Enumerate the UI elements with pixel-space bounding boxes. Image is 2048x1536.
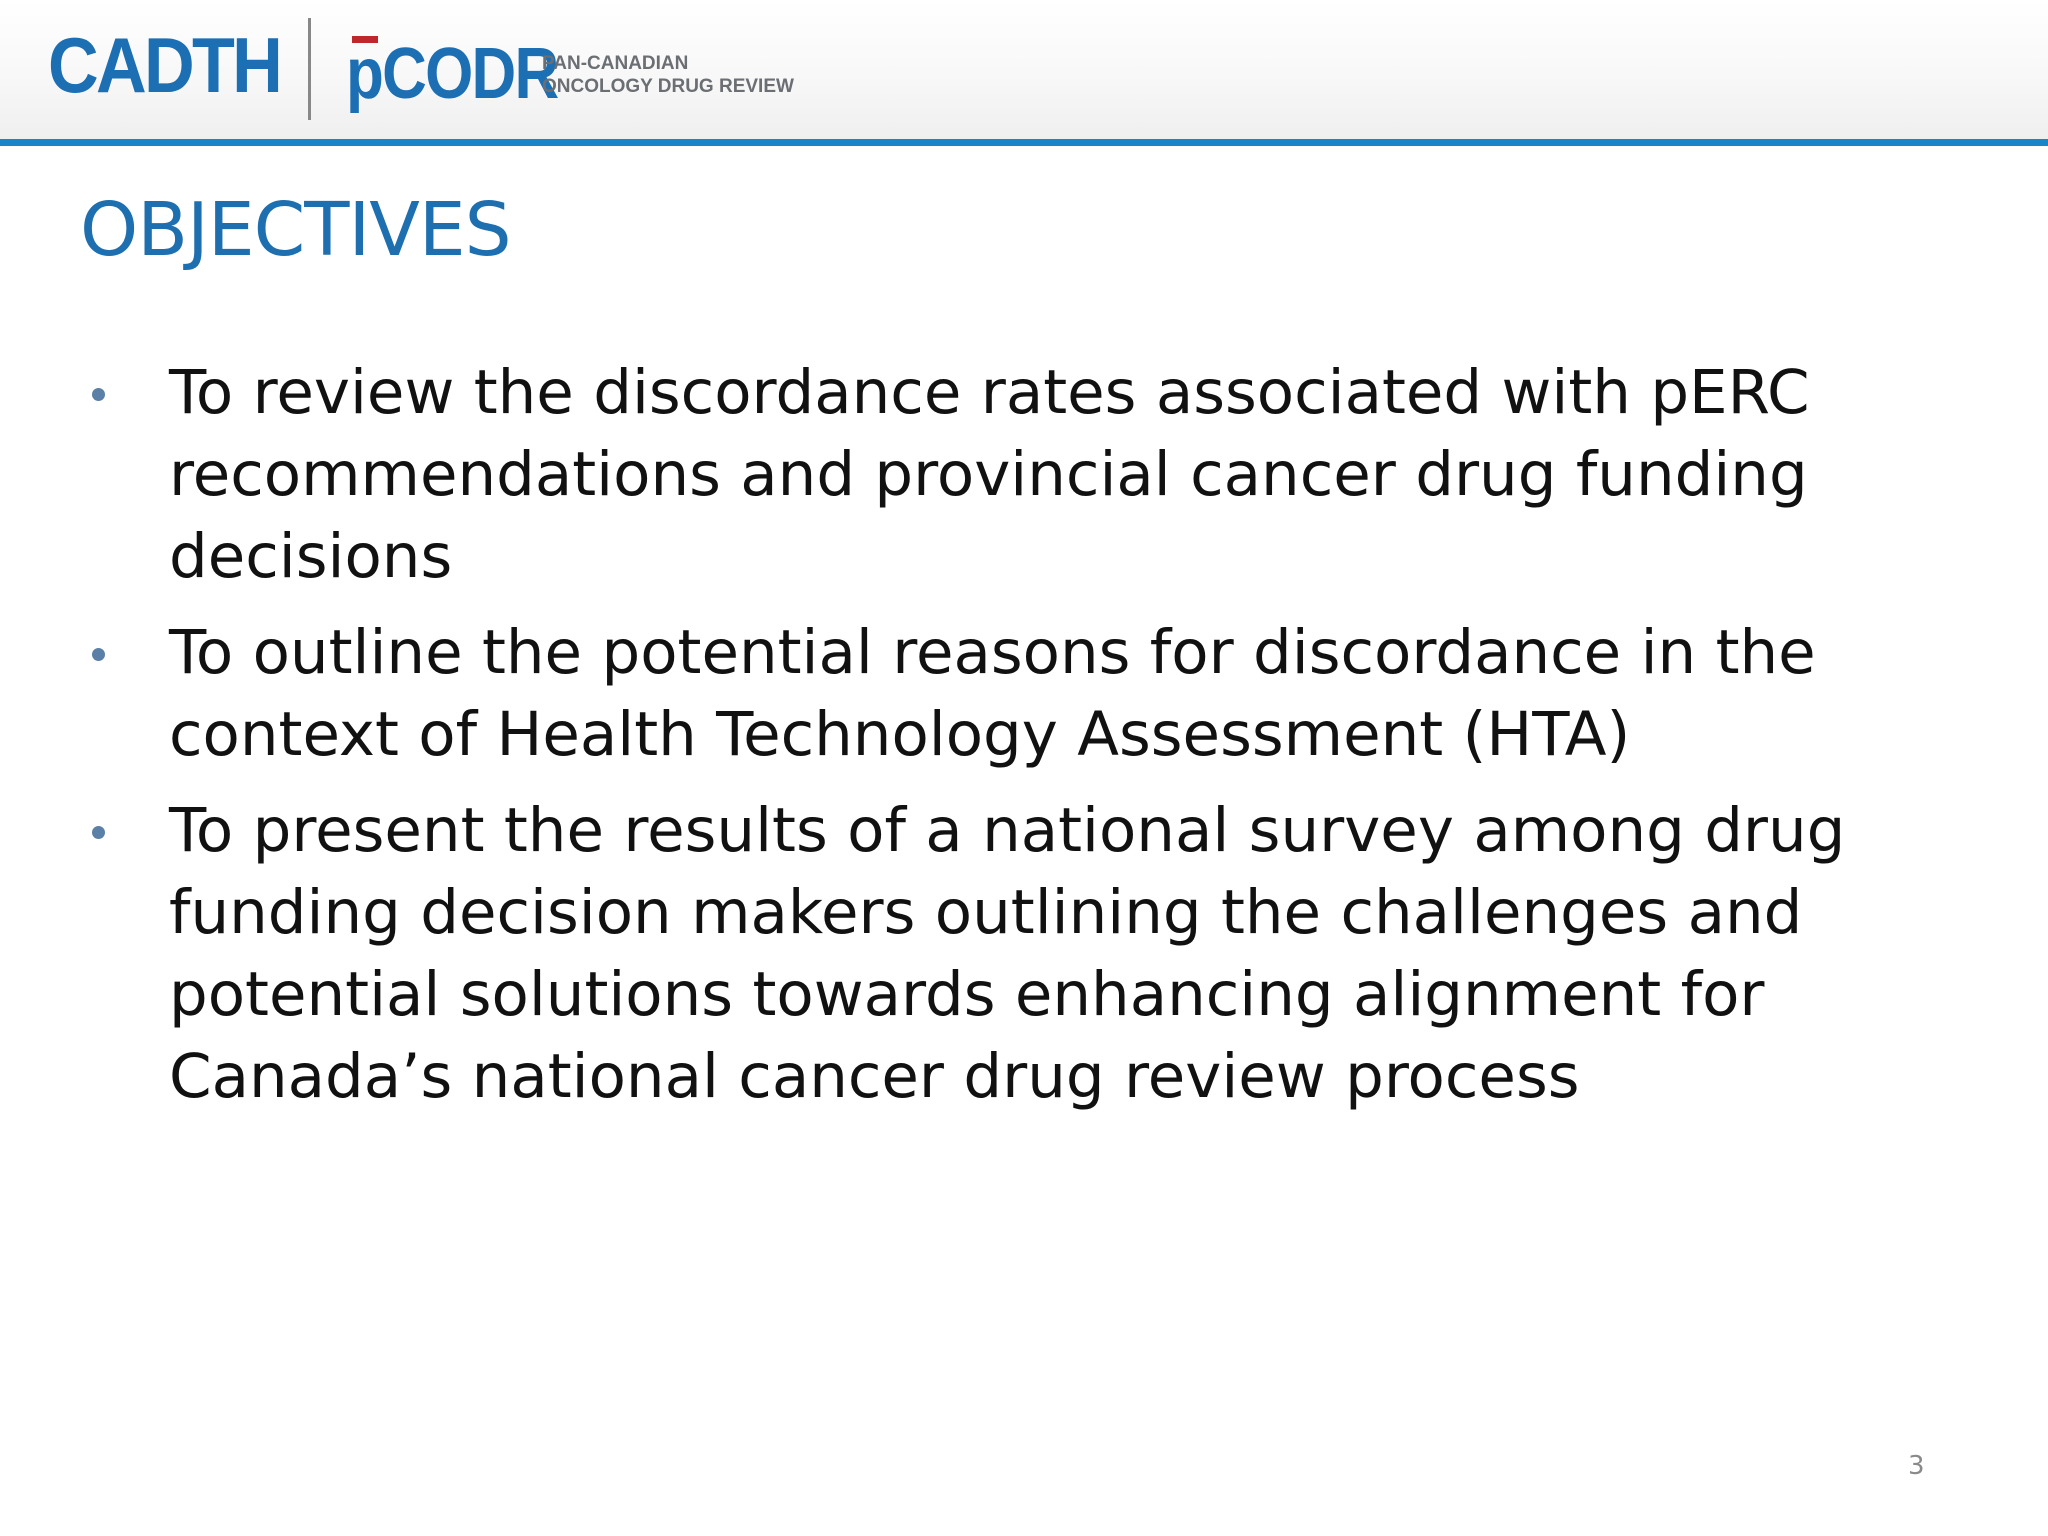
bullet-text: To present the results of a national survey among drug funding decision makers outlining the challenges and potential solutions towards enhancing alignment for Canada’s national cancer drug review process [169,795,1846,1112]
bullet-item [0,352,1889,598]
bullet-dot-icon [92,826,105,839]
pcodr-subtitle-line-1: PAN-CANADIAN [542,53,689,74]
logo-divider [308,18,311,120]
bullet-text: To outline the potential reasons for discordance in the context of Health Technology Assessment (HTA) [169,617,1816,770]
bullet-item [0,790,1889,1118]
bullet-list [0,352,2048,1132]
bullet-item [0,612,1889,776]
pcodr-subtitle-line-2: ONCOLOGY DRUG REVIEW [542,76,794,97]
pcodr-logo-text: pCODR [346,34,558,114]
bullet-dot-icon [92,648,105,661]
page-number: 3 [1908,1451,1925,1481]
slide-title: OBJECTIVES [80,187,511,273]
bullet-dot-icon [92,388,105,401]
pcodr-subtitle [542,52,794,98]
header-bar [0,0,2048,146]
bullet-text: To review the discordance rates associated with pERC recommendations and provincial cancer drug funding decisions [169,357,1810,592]
cadth-logo: CADTH [48,21,281,109]
